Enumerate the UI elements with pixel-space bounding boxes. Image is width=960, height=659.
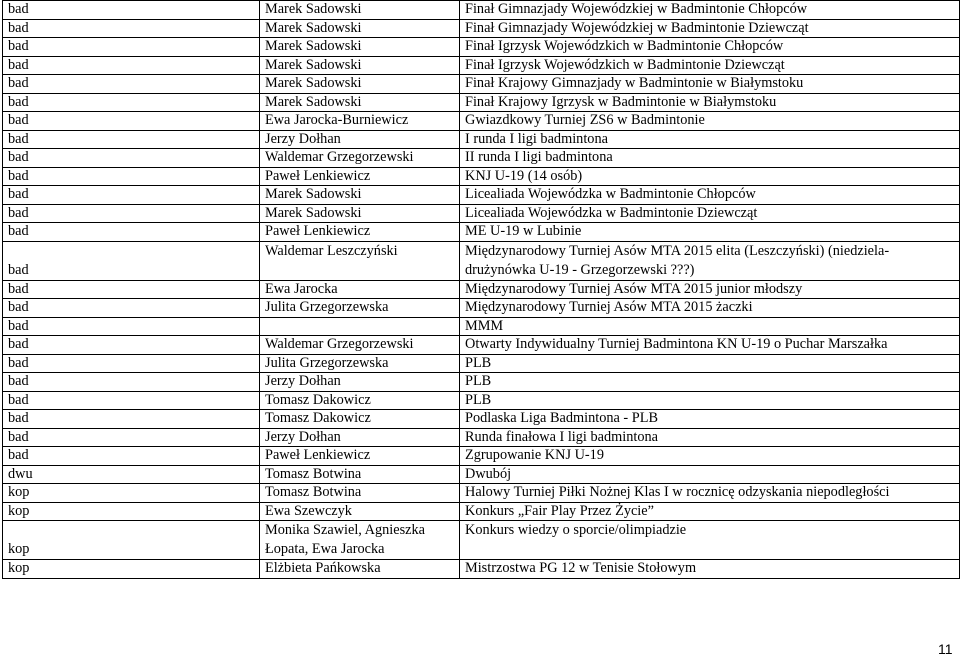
- table-row: [3, 241, 960, 280]
- event-cell: Licealiada Wojewódzka w Badmintonie Chłopców: [460, 186, 960, 205]
- event-cell: Zgrupowanie KNJ U-19: [460, 447, 960, 466]
- event-cell: Międzynarodowy Turniej Asów MTA 2015 elita (Leszczyński) (niedziela-drużynówka U-19 - Grzegorzewski ???): [460, 241, 960, 280]
- table-row: [3, 1, 960, 20]
- table-row: [3, 373, 960, 392]
- teacher-cell: Marek Sadowski: [260, 56, 460, 75]
- table-row: [3, 112, 960, 131]
- discipline-cell: kop: [3, 484, 260, 503]
- table-row: [3, 149, 960, 168]
- table-row: [3, 204, 960, 223]
- table-row: [3, 391, 960, 410]
- discipline-cell: kop: [3, 560, 260, 579]
- event-cell: Mistrzostwa PG 12 w Tenisie Stołowym: [460, 560, 960, 579]
- event-cell: PLB: [460, 391, 960, 410]
- discipline-cell: bad: [3, 149, 260, 168]
- teacher-cell: Tomasz Dakowicz: [260, 391, 460, 410]
- event-cell: Finał Igrzysk Wojewódzkich w Badmintonie Chłopców: [460, 38, 960, 57]
- teacher-cell: Marek Sadowski: [260, 19, 460, 38]
- discipline-cell: bad: [3, 56, 260, 75]
- event-cell: Runda finałowa I ligi badmintona: [460, 428, 960, 447]
- teacher-cell: Julita Grzegorzewska: [260, 354, 460, 373]
- discipline-cell: bad: [3, 130, 260, 149]
- table-row: [3, 93, 960, 112]
- event-cell: Międzynarodowy Turniej Asów MTA 2015 żaczki: [460, 299, 960, 318]
- teacher-cell: Marek Sadowski: [260, 75, 460, 94]
- table-row: [3, 465, 960, 484]
- event-cell: Konkurs wiedzy o sporcie/olimpiadzie: [460, 521, 960, 560]
- discipline-cell: bad: [3, 391, 260, 410]
- table-row: [3, 521, 960, 560]
- teacher-cell: Jerzy Dołhan: [260, 130, 460, 149]
- discipline-cell: bad: [3, 447, 260, 466]
- table-row: [3, 502, 960, 521]
- table-row: [3, 19, 960, 38]
- discipline-cell: bad: [3, 38, 260, 57]
- teacher-cell: Paweł Lenkiewicz: [260, 223, 460, 242]
- event-cell: MMM: [460, 317, 960, 336]
- table-row: [3, 560, 960, 579]
- table-row: [3, 317, 960, 336]
- discipline-cell: kop: [3, 502, 260, 521]
- discipline-cell: bad: [3, 354, 260, 373]
- teacher-cell: Jerzy Dołhan: [260, 373, 460, 392]
- event-cell: Halowy Turniej Piłki Nożnej Klas I w rocznicę odzyskania niepodległości: [460, 484, 960, 503]
- discipline-cell: bad: [3, 167, 260, 186]
- table-body: [3, 1, 960, 579]
- event-cell: Finał Gimnazjady Wojewódzkiej w Badmintonie Chłopców: [460, 1, 960, 20]
- table-row: [3, 75, 960, 94]
- discipline-cell: bad: [3, 336, 260, 355]
- event-cell: Podlaska Liga Badmintona - PLB: [460, 410, 960, 429]
- teacher-cell: Paweł Lenkiewicz: [260, 167, 460, 186]
- teacher-cell: Elżbieta Pańkowska: [260, 560, 460, 579]
- teacher-cell: Ewa Jarocka-Burniewicz: [260, 112, 460, 131]
- discipline-cell: bad: [3, 373, 260, 392]
- event-cell: Finał Krajowy Igrzysk w Badmintonie w Białymstoku: [460, 93, 960, 112]
- table-row: [3, 336, 960, 355]
- discipline-cell: bad: [3, 204, 260, 223]
- page-number: 11: [938, 641, 953, 657]
- discipline-cell: kop: [3, 521, 260, 560]
- discipline-cell: bad: [3, 317, 260, 336]
- discipline-cell: dwu: [3, 465, 260, 484]
- discipline-cell: bad: [3, 186, 260, 205]
- table-row: [3, 223, 960, 242]
- table-row: [3, 130, 960, 149]
- teacher-cell: Marek Sadowski: [260, 204, 460, 223]
- teacher-cell: Marek Sadowski: [260, 1, 460, 20]
- table-row: [3, 38, 960, 57]
- teacher-cell: Monika Szawiel, Agnieszka Łopata, Ewa Jarocka: [260, 521, 460, 560]
- teacher-cell: Waldemar Grzegorzewski: [260, 336, 460, 355]
- table-row: [3, 447, 960, 466]
- event-cell: PLB: [460, 373, 960, 392]
- discipline-cell: bad: [3, 428, 260, 447]
- teacher-cell: Waldemar Leszczyński: [260, 241, 460, 280]
- discipline-cell: bad: [3, 280, 260, 299]
- teacher-cell: Julita Grzegorzewska: [260, 299, 460, 318]
- table-row: [3, 56, 960, 75]
- event-cell: Konkurs „Fair Play Przez Życie”: [460, 502, 960, 521]
- teacher-cell: Ewa Jarocka: [260, 280, 460, 299]
- event-cell: KNJ U-19 (14 osób): [460, 167, 960, 186]
- event-cell: Finał Gimnazjady Wojewódzkiej w Badmintonie Dziewcząt: [460, 19, 960, 38]
- table-row: [3, 299, 960, 318]
- event-cell: Finał Krajowy Gimnazjady w Badmintonie w Białymstoku: [460, 75, 960, 94]
- teacher-cell: Paweł Lenkiewicz: [260, 447, 460, 466]
- discipline-cell: bad: [3, 93, 260, 112]
- teacher-cell: Tomasz Botwina: [260, 465, 460, 484]
- discipline-cell: bad: [3, 241, 260, 280]
- discipline-cell: bad: [3, 75, 260, 94]
- table-row: [3, 410, 960, 429]
- teacher-cell: Marek Sadowski: [260, 38, 460, 57]
- event-cell: Licealiada Wojewódzka w Badmintonie Dziewcząt: [460, 204, 960, 223]
- discipline-cell: bad: [3, 112, 260, 131]
- teacher-cell: Tomasz Dakowicz: [260, 410, 460, 429]
- teacher-cell: Tomasz Botwina: [260, 484, 460, 503]
- event-cell: PLB: [460, 354, 960, 373]
- teacher-cell: Waldemar Grzegorzewski: [260, 149, 460, 168]
- teacher-cell: Marek Sadowski: [260, 93, 460, 112]
- event-cell: Finał Igrzysk Wojewódzkich w Badmintonie Dziewcząt: [460, 56, 960, 75]
- table-row: [3, 484, 960, 503]
- teacher-cell: Jerzy Dołhan: [260, 428, 460, 447]
- discipline-cell: bad: [3, 19, 260, 38]
- event-cell: I runda I ligi badmintona: [460, 130, 960, 149]
- teacher-cell: [260, 317, 460, 336]
- discipline-cell: bad: [3, 410, 260, 429]
- event-cell: II runda I ligi badmintona: [460, 149, 960, 168]
- teacher-cell: Ewa Szewczyk: [260, 502, 460, 521]
- table-row: [3, 280, 960, 299]
- table-row: [3, 354, 960, 373]
- event-cell: Gwiazdkowy Turniej ZS6 w Badmintonie: [460, 112, 960, 131]
- discipline-cell: bad: [3, 299, 260, 318]
- teacher-cell: Marek Sadowski: [260, 186, 460, 205]
- activities-table: [2, 0, 960, 579]
- event-cell: ME U-19 w Lubinie: [460, 223, 960, 242]
- table-row: [3, 167, 960, 186]
- event-cell: Dwubój: [460, 465, 960, 484]
- discipline-cell: bad: [3, 1, 260, 20]
- event-cell: Otwarty Indywidualny Turniej Badmintona KN U-19 o Puchar Marszałka: [460, 336, 960, 355]
- table-row: [3, 186, 960, 205]
- discipline-cell: bad: [3, 223, 260, 242]
- event-cell: Międzynarodowy Turniej Asów MTA 2015 junior młodszy: [460, 280, 960, 299]
- table-row: [3, 428, 960, 447]
